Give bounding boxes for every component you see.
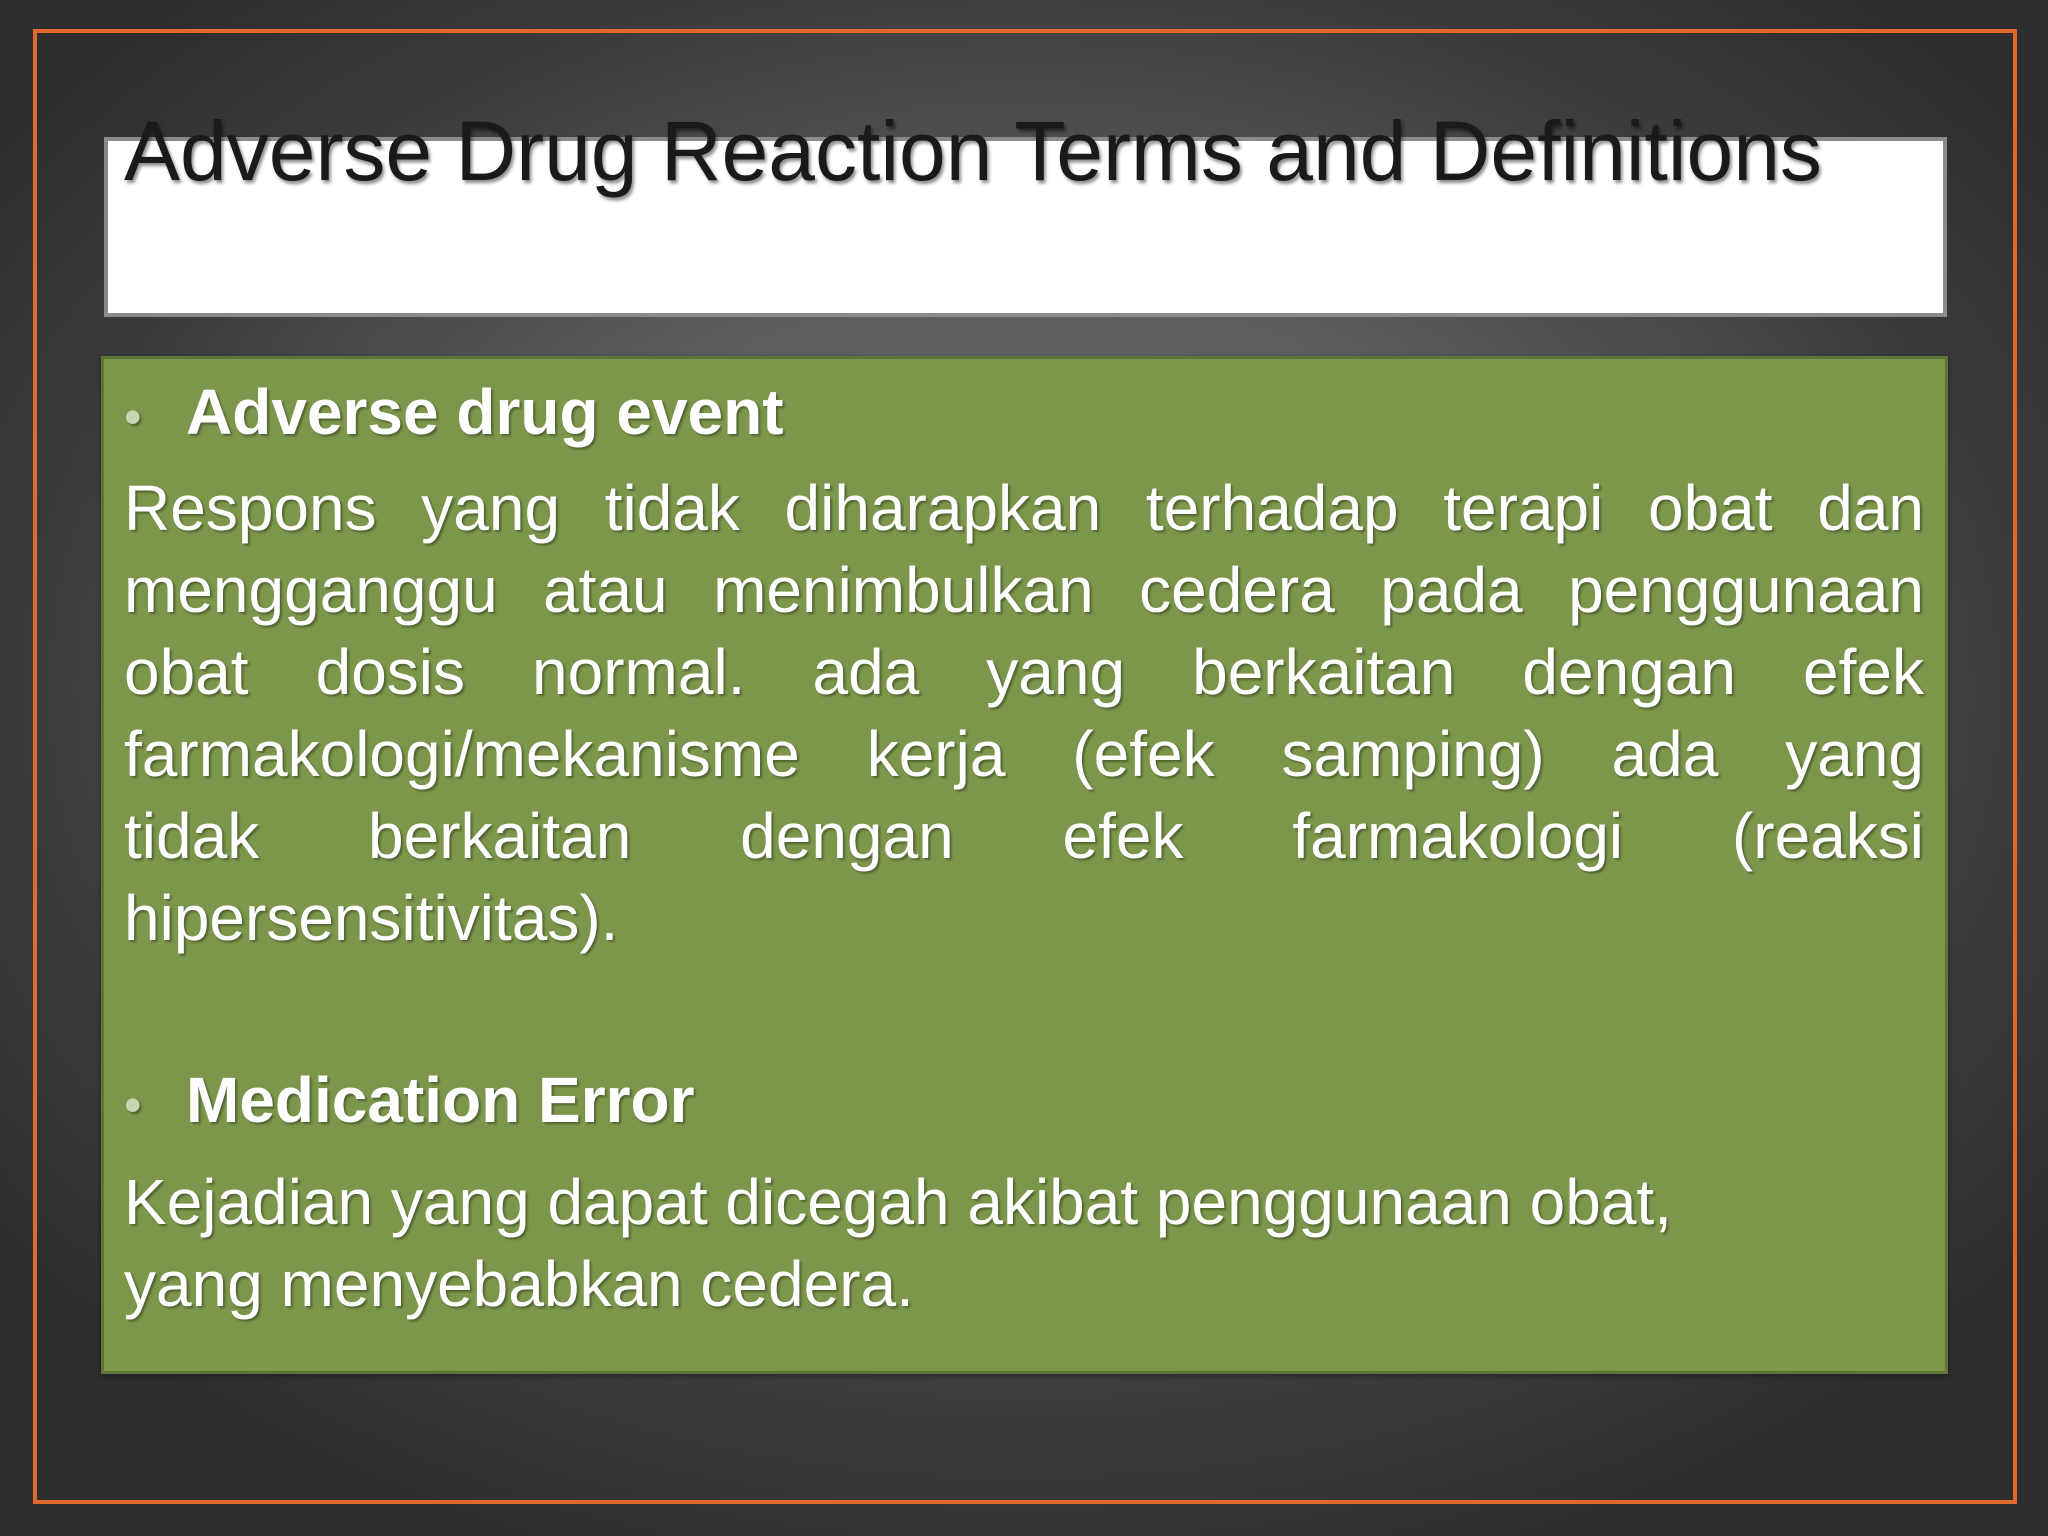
definition-adverse-drug-event [124, 467, 1924, 959]
body-line: mengganggu atau menimbulkan cedera pada penggunaan [124, 554, 1924, 626]
definition-medication-error [124, 1161, 1924, 1325]
body-line: Kejadian yang dapat dicegah akibat penggunaan obat, [124, 1166, 1672, 1238]
heading-text: Medication Error [186, 1064, 695, 1136]
content-area [124, 368, 1924, 1325]
bullet-icon: • [124, 389, 142, 445]
bullet-icon: • [124, 1077, 142, 1133]
body-line: yang menyebabkan cedera. [124, 1248, 914, 1320]
bullet-heading-adverse-drug-event [124, 368, 1924, 461]
body-line: Respons yang tidak diharapkan terhadap terapi obat dan [124, 472, 1924, 544]
body-line: obat dosis normal. ada yang berkaitan dengan efek [124, 636, 1924, 708]
body-line: hipersensitivitas). [124, 882, 619, 954]
bullet-heading-medication-error [124, 1056, 1924, 1149]
heading-text: Adverse drug event [186, 376, 784, 448]
body-line: farmakologi/mekanisme kerja (efek samping) ada yang [124, 718, 1924, 790]
body-line: tidak berkaitan dengan efek farmakologi (reaksi [124, 800, 1924, 872]
slide-title: Adverse Drug Reaction Terms and Definitions [124, 104, 1822, 198]
